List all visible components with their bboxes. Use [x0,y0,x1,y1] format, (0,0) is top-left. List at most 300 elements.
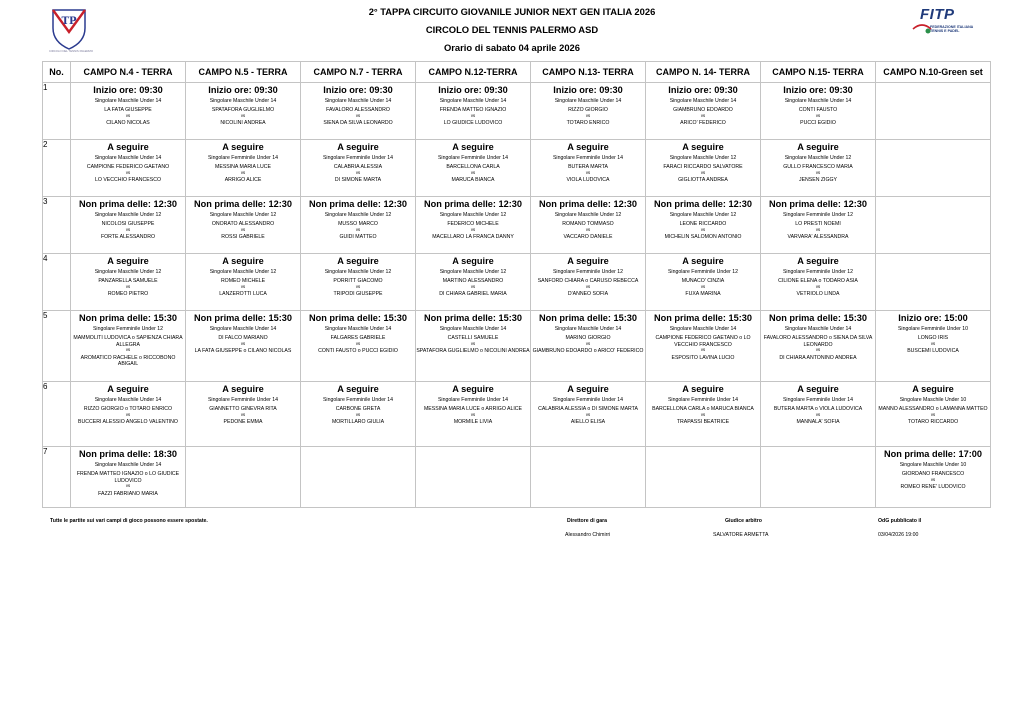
versus-label: vs [930,340,936,346]
match-time: A seguire [567,256,609,266]
match-cell [416,382,531,447]
match-time: A seguire [682,384,724,394]
player-two: LA FATA GIUSEPPE o CILANO NICOLAS [194,348,292,355]
match-cell [876,83,991,140]
match-time: A seguire [222,384,264,394]
match-time: A seguire [452,142,494,152]
match-cell [646,197,761,254]
match-time: Non prima delle: 12:30 [768,199,868,209]
versus-label: vs [930,476,936,482]
match-cell [531,140,646,197]
versus-label: vs [700,169,706,175]
player-one: GIANNETTO GINEVRA RITA [209,406,277,412]
match-category: Singolare Maschile Under 14 [669,326,737,332]
match-time: A seguire [567,384,609,394]
versus-label: vs [700,283,706,289]
player-two: TOTARO ENRICO [566,120,610,127]
player-two: ROMEO PIETRO [107,291,149,298]
match-category: Singolare Maschile Under 14 [554,98,622,104]
player-two: D'ANNEO SOFIA [567,291,609,298]
match-cell [301,254,416,311]
versus-label: vs [585,340,591,346]
player-one: MESSINA MARIA LUCE [215,164,271,170]
versus-label: vs [585,169,591,175]
header-row [43,62,991,83]
match-cell [186,311,301,382]
player-two: AIELLO ELISA [570,419,606,426]
match-cell [416,311,531,382]
player-two: LO VECCHIO FRANCESCO [94,177,161,184]
versus-label: vs [470,411,476,417]
match-cell [761,447,876,508]
match-category: Singolare Femminile Under 14 [322,155,394,161]
column-header: CAMPO N.5 - TERRA [186,62,301,83]
match-category: Singolare Maschile Under 12 [209,212,277,218]
versus-label: vs [470,226,476,232]
schedule-row [43,447,991,508]
player-one: BARCELLONA CARLA o MARUCA BIANCA [652,406,754,412]
match-time: A seguire [452,384,494,394]
match-category: Singolare Maschile Under 12 [554,212,622,218]
match-time: A seguire [682,142,724,152]
player-two: BUSCEMI LUDOVICA [907,348,959,355]
player-two: VARVARA' ALESSANDRA [787,234,849,241]
player-two: MORMILE LIVIA [453,419,493,426]
match-time: Non prima delle: 12:30 [308,199,408,209]
match-category: Singolare Femminile Under 14 [667,397,739,403]
player-two: SPATAFORA GUGLIELMO o NICOLINI ANDREA [416,348,530,355]
match-time: A seguire [567,142,609,152]
match-cell [71,140,186,197]
column-header: CAMPO N.13- TERRA [531,62,646,83]
player-one: GULLO FRANCESCO MARIA [783,164,853,170]
versus-label: vs [815,411,821,417]
match-time: Inizio ore: 09:30 [93,85,163,95]
match-cell [71,311,186,382]
player-two: BUCCERI ALESSIO ANGELO VALENTINO [78,419,178,426]
match-time: A seguire [912,384,954,394]
match-cell [416,447,531,508]
player-two: NICOLINI ANDREA [220,120,266,127]
match-category: Singolare Maschile Under 12 [94,212,162,218]
schedule-row [43,254,991,311]
player-two: LO GIUDICE LUDOVICO [443,120,503,127]
match-category: Singolare Maschile Under 10 [899,397,967,403]
player-one: PANZARELLA SAMUELE [98,278,158,284]
versus-label: vs [240,226,246,232]
player-one: MUSSO MARCO [338,221,378,227]
match-cell [186,197,301,254]
match-time: Inizio ore: 09:30 [783,85,853,95]
versus-label: vs [125,411,131,417]
match-cell [761,254,876,311]
player-two: VACCARO DANIELE [563,234,613,241]
player-one: MANNO ALESSANDRO o LAMANNA MATTEO [878,406,988,412]
match-category: Singolare Femminile Under 12 [782,212,854,218]
match-cell [646,140,761,197]
player-one: ONORATO ALESSANDRO [211,221,275,227]
player-two: LANZEROTTI LUCA [219,291,267,298]
match-category: Singolare Maschile Under 14 [439,98,507,104]
column-header: CAMPO N.12-TERRA [416,62,531,83]
player-two: GIGLIOTTA ANDREA [678,177,728,184]
match-cell [876,382,991,447]
match-time: Non prima delle: 15:30 [78,313,178,323]
match-time: A seguire [452,256,494,266]
match-cell [186,382,301,447]
versus-label: vs [240,411,246,417]
player-one: CAMPIONE FEDERICO GAETANO [86,164,170,170]
match-time: Non prima delle: 12:30 [423,199,523,209]
versus-label: vs [700,112,706,118]
match-time: Inizio ore: 09:30 [323,85,393,95]
match-cell [186,254,301,311]
match-cell [301,382,416,447]
schedule-date: Orario di sabato 04 aprile 2026 [443,42,580,53]
player-one: LONGO IRIS [917,335,949,341]
match-category: Singolare Maschile Under 14 [209,98,277,104]
match-time: A seguire [337,142,379,152]
match-time: A seguire [337,256,379,266]
match-category: Singolare Maschile Under 14 [94,462,162,468]
match-cell [531,311,646,382]
published-value: 03/04/2026 19:00 [878,532,919,538]
player-one: MESSINA MARIA LUCE o ARRIGO ALICE [423,406,522,412]
match-time: A seguire [222,142,264,152]
match-time: Non prima delle: 15:30 [423,313,523,323]
player-one: FAVALORO ALESSANDRO [326,107,390,113]
versus-label: vs [240,169,246,175]
match-time: A seguire [222,256,264,266]
footer-note: Tutte le partite sui vari campi di gioco possono essere spostate. [50,518,208,524]
column-header: CAMPO N. 14- TERRA [646,62,761,83]
match-category: Singolare Femminile Under 10 [897,326,969,332]
match-cell [301,447,416,508]
match-time: Non prima delle: 12:30 [78,199,178,209]
match-time: A seguire [797,384,839,394]
player-two: ARRIGO ALICE [224,177,262,184]
match-time: Non prima delle: 12:30 [193,199,293,209]
player-two: ROMEO RENE' LUDOVICO [900,484,966,491]
match-time: Non prima delle: 15:30 [538,313,638,323]
versus-label: vs [930,411,936,417]
match-category: Singolare Femminile Under 14 [437,397,509,403]
versus-label: vs [585,283,591,289]
match-time: A seguire [797,142,839,152]
player-one: LA FATA GIUSEPPE [104,107,152,113]
column-header: CAMPO N.4 - TERRA [71,62,186,83]
match-time: Non prima delle: 18:30 [78,449,178,459]
match-category: Singolare Femminile Under 12 [552,269,624,275]
match-category: Singolare Maschile Under 14 [94,155,162,161]
match-cell [71,254,186,311]
player-one: FRENDA MATTEO IGNAZIO [439,107,507,113]
match-time: Inizio ore: 09:30 [208,85,278,95]
match-category: Singolare Femminile Under 14 [782,397,854,403]
player-one: RIZZO GIORGIO [568,107,608,113]
published-label: OdG pubblicato il [878,518,922,524]
match-time: Inizio ore: 09:30 [668,85,738,95]
versus-label: vs [815,112,821,118]
player-one: BUTERA MARTA o VIOLA LUDOVICA [773,406,863,412]
director-name: Alessandro Chimirri [565,532,611,538]
player-two: DI CHIARA GABRIEL MARIA [439,291,507,298]
match-category: Singolare Femminile Under 12 [782,269,854,275]
match-cell [531,254,646,311]
versus-label: vs [240,283,246,289]
player-two: JENSEN ZIGGY [798,177,838,184]
player-one: RIZZO GIORGIO o TOTARO ENRICO [83,406,173,412]
fitp-wordmark: FITP [920,6,955,23]
player-one: GIAMBRUNO EDOARDO [673,107,733,113]
row-number: 7 [43,447,71,508]
match-cell [186,83,301,140]
versus-label: vs [700,347,706,353]
versus-label: vs [240,340,246,346]
row-number: 5 [43,311,71,382]
match-cell [186,447,301,508]
match-time: A seguire [337,384,379,394]
match-time: Non prima delle: 12:30 [538,199,638,209]
match-cell [646,311,761,382]
match-category: Singolare Femminile Under 14 [437,155,509,161]
match-category: Singolare Maschile Under 14 [94,98,162,104]
match-cell [761,197,876,254]
director-label: Direttore di gara [567,518,608,524]
match-cell [646,83,761,140]
player-two: PUCCI EGIDIO [800,120,836,127]
order-of-play-table [42,61,991,508]
player-two: VETRIOLO LINDA [796,291,840,298]
match-time: A seguire [107,256,149,266]
versus-label: vs [815,347,821,353]
match-category: Singolare Femminile Under 14 [207,397,279,403]
match-category: Singolare Maschile Under 14 [209,326,277,332]
match-category: Singolare Femminile Under 14 [552,397,624,403]
match-cell [186,140,301,197]
player-one: CAMPIONE FEDERICO GAETANO o LO VECCHIO FRANCESCO [655,335,751,348]
player-two: ESPOSITO LAVINA LUCIO [671,354,735,361]
match-cell [876,140,991,197]
match-time: A seguire [797,256,839,266]
player-two: SIENA DA SILVA LEONARDO [323,120,393,127]
match-time: Non prima delle: 15:30 [653,313,753,323]
svg-text:TP: TP [61,16,77,27]
player-one: FALGARES GABRIELE [330,335,386,341]
player-one: CILIONE ELENA o TODARO ASIA [778,278,858,284]
schedule-row [43,311,991,382]
versus-label: vs [585,411,591,417]
match-category: Singolare Maschile Under 12 [669,155,737,161]
match-cell [71,83,186,140]
match-cell [761,311,876,382]
match-cell [71,447,186,508]
match-cell [876,254,991,311]
club-logo-caption: CIRCOLO DEL TENNIS PALERMO [48,49,94,53]
player-two: AROMATICO RACHELE o RICCOBONO ABIGAIL [80,354,176,368]
player-one: CARBONE GRETA [335,406,381,412]
versus-label: vs [355,169,361,175]
match-category: Singolare Maschile Under 12 [324,269,392,275]
player-one: NICOLOSI GIUSEPPE [101,221,155,227]
schedule-row [43,140,991,197]
versus-label: vs [700,226,706,232]
player-one: BUTERA MARTA [568,164,608,170]
versus-label: vs [815,283,821,289]
player-two: MORTILLARO GIULIA [331,419,385,426]
match-time: Non prima delle: 15:30 [768,313,868,323]
versus-label: vs [470,169,476,175]
match-time: A seguire [107,142,149,152]
versus-label: vs [355,340,361,346]
row-number: 3 [43,197,71,254]
versus-label: vs [470,283,476,289]
match-cell [531,197,646,254]
match-time: Inizio ore: 15:00 [898,313,968,323]
player-two: TRIPODI GIUSEPPE [333,291,383,298]
versus-label: vs [125,347,131,353]
player-one: ROMEO MICHELE [220,278,266,284]
player-one: MUNACO' CINZIA [681,278,725,284]
player-one: CALABRIA ALESSIA [333,164,383,170]
versus-label: vs [355,411,361,417]
match-time: Non prima delle: 15:30 [193,313,293,323]
match-cell [71,197,186,254]
row-number: 1 [43,83,71,140]
player-two: TRAPASSI BEATRICE [676,419,730,426]
match-cell [876,311,991,382]
match-cell [416,197,531,254]
column-header: CAMPO N.7 - TERRA [301,62,416,83]
player-two: DI CHIARA ANTONINO ANDREA [779,354,857,361]
player-two: MACELLARO LA FRANCA DANNY [432,234,514,241]
schedule-row [43,197,991,254]
match-category: Singolare Maschile Under 12 [784,155,852,161]
match-cell [761,140,876,197]
versus-label: vs [815,169,821,175]
match-category: Singolare Maschile Under 14 [784,98,852,104]
match-category: Singolare Maschile Under 12 [324,212,392,218]
versus-label: vs [355,226,361,232]
player-one: PORRITT GIACOMO [333,278,383,284]
match-category: Singolare Maschile Under 14 [784,326,852,332]
player-one: MARINO GIORGIO [565,335,611,341]
versus-label: vs [585,226,591,232]
versus-label: vs [125,169,131,175]
match-time: A seguire [682,256,724,266]
versus-label: vs [470,112,476,118]
referee-label: Giudice arbitro [725,518,762,524]
match-time: Inizio ore: 09:30 [553,85,623,95]
match-cell [416,83,531,140]
match-cell [646,254,761,311]
match-time: Inizio ore: 09:30 [438,85,508,95]
match-category: Singolare Maschile Under 10 [899,462,967,468]
row-number: 4 [43,254,71,311]
match-category: Singolare Maschile Under 12 [439,212,507,218]
player-one: MAMMOLITI LUDOVICA o SAPIENZA CHIARA ALLEGRA [73,335,183,348]
player-two: PEDONE EMMA [223,419,263,426]
player-one: SANFORD CHIARA o CARUSO REBECCA [537,278,639,284]
match-cell [876,447,991,508]
schedule-row [43,382,991,447]
player-two: MICHELIN SALOMON ANTONIO [664,234,742,241]
player-two: MARUCA BIANCA [451,177,495,184]
match-cell [646,382,761,447]
match-cell [876,197,991,254]
match-cell [301,197,416,254]
row-number: 2 [43,140,71,197]
match-cell [71,382,186,447]
column-header: CAMPO N.10-Green set [876,62,991,83]
match-category: Singolare Maschile Under 14 [324,98,392,104]
match-cell [761,83,876,140]
versus-label: vs [240,112,246,118]
match-category: Singolare Maschile Under 14 [554,326,622,332]
match-category: Singolare Femminile Under 14 [207,155,279,161]
match-cell [301,311,416,382]
match-category: Singolare Maschile Under 12 [94,269,162,275]
match-category: Singolare Maschile Under 12 [209,269,277,275]
versus-label: vs [355,283,361,289]
player-two: TOTARO RICCARDO [907,419,959,426]
versus-label: vs [125,283,131,289]
player-two: MANNALA' SOFIA [796,419,840,426]
player-one: CONTI FAUSTO [798,107,838,113]
match-category: Singolare Maschile Under 12 [669,212,737,218]
player-one: CALABRIA ALESSIA o DI SIMONE MARTA [538,406,638,412]
versus-label: vs [470,340,476,346]
player-two: DI SIMONE MARTA [334,177,382,184]
match-category: Singolare Femminile Under 14 [322,397,394,403]
fitp-subtitle: FEDERAZIONE ITALIANA TENNIS E PADEL [930,25,974,34]
match-cell [531,83,646,140]
match-cell [301,83,416,140]
match-category: Singolare Femminile Under 12 [92,326,164,332]
match-category: Singolare Femminile Under 14 [552,155,624,161]
match-time: Non prima delle: 17:00 [883,449,983,459]
match-category: Singolare Femminile Under 12 [667,269,739,275]
column-header: No. [43,62,71,83]
match-cell [761,382,876,447]
player-one: CASTELLI SAMUELE [447,335,499,341]
player-two: ARICO' FEDERICO [680,120,726,127]
match-cell [531,447,646,508]
versus-label: vs [125,483,131,489]
match-cell [531,382,646,447]
player-two: GIAMBRUNO EDOARDO o ARICO' FEDERICO [532,348,644,355]
player-two: VIOLA LUDOVICA [566,177,610,184]
player-one: LEONE RICCARDO [679,221,727,227]
match-time: Non prima delle: 15:30 [308,313,408,323]
versus-label: vs [125,226,131,232]
player-one: GIORDANO FRANCESCO [901,471,965,477]
match-category: Singolare Maschile Under 14 [324,326,392,332]
player-two: CONTI FAUSTO o PUCCI EGIDIO [318,348,398,355]
player-one: SPATAFORA GUGLIELMO [211,107,275,113]
versus-label: vs [815,226,821,232]
club-name: CIRCOLO DEL TENNIS PALERMO ASD [425,24,599,35]
column-header: CAMPO N.15- TERRA [761,62,876,83]
match-cell [301,140,416,197]
player-one: FARACI RICCARDO SALVATORE [663,164,743,170]
player-two: FAZZI FABRIANO MARIA [98,490,158,497]
tournament-title: 2° TAPPA CIRCUITO GIOVANILE JUNIOR NEXT GEN ITALIA 2026 [368,6,656,17]
player-one: FRENDA MATTEO IGNAZIO o LO GIUDICE LUDOVICO [76,471,180,484]
match-category: Singolare Maschile Under 14 [439,326,507,332]
match-time: Non prima delle: 12:30 [653,199,753,209]
row-number: 6 [43,382,71,447]
